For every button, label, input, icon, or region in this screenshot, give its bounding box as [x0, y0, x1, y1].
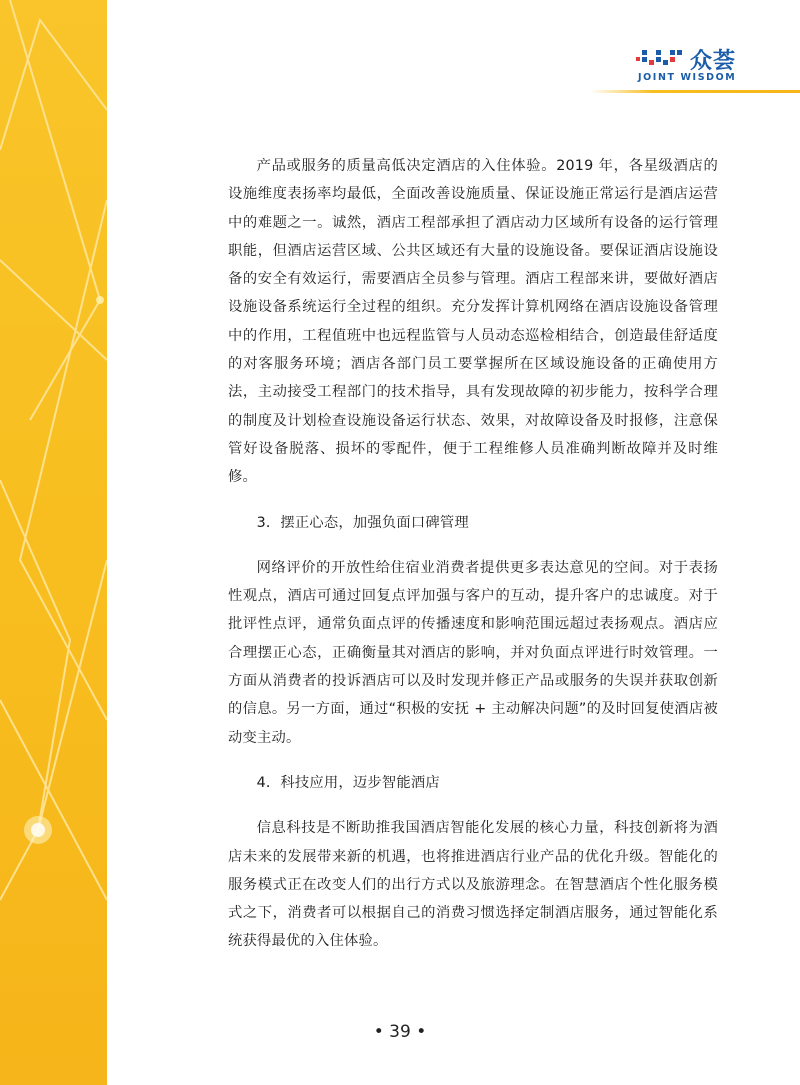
logo-english-name: JOINT WISDOM [638, 72, 737, 83]
decorative-lines [0, 0, 107, 1085]
paragraph-facility-management: 产品或服务的质量高低决定酒店的入住体验。2019 年，各星级酒店的设施维度表扬率均最低，全面改善设施质量、保证设施正常运行是酒店运营中的难题之一。诚然，酒店工程部承担了酒店动力区域所有设备的运行管理职能，但酒店运营区域、公共区域还有大量的设施设备。要保证酒店设施设备的安全有效运行，需要酒店全员参与管理。酒店工程部来讲，要做好酒店设施设备系统运行全过程的组织。充分发挥计算机网络在酒店设施设备管理中的作用，工程值班中也远程监管与人员动态巡检相结合，创造最佳舒适度的对客服务环境；酒店各部门员工要掌握所在区域设施设备的正确使用方法，主动接受工程部门的技术指导，具有发现故障的初步能力，按科学合理的制度及计划检查设施设备运行状态、效果，对故障设备及时报修，注意保管好设备脱落、损坏的零配件，便于工程维修人员准确判断故障并及时维修。 [228, 158, 718, 486]
logo-chinese-name: 众荟 [690, 49, 737, 74]
header-rule [590, 90, 800, 93]
decorative-side-band [0, 0, 107, 1085]
brand-logo [636, 44, 776, 84]
section-heading-4: 4．科技应用，迈步智能酒店 [256, 774, 440, 791]
page-number: • 39 • [373, 1022, 427, 1042]
paragraph-smart-hotel: 信息科技是不断助推我国酒店智能化发展的核心力量，科技创新将为酒店未来的发展带来新的机遇，也将推进酒店行业产品的优化升级。智能化的服务模式正在改变人们的出行方式以及旅游理念。在智慧酒店个性化服务模式之下，消费者可以根据自己的消费习惯选择定制酒店服务，通过智能化系统获得最优的入住体验。 [228, 820, 718, 950]
logo-mark-icon [636, 48, 688, 70]
paragraph-review-management: 网络评价的开放性给住宿业消费者提供更多表达意见的空间。对于表扬性观点，酒店可通过回复点评加强与客户的互动，提升客户的忠诚度。对于批评性点评，通常负面点评的传播速度和影响范围远超过表扬观点。酒店应合理摆正心态，正确衡量其对酒店的影响，并对负面点评进行时效管理。一方面从消费者的投诉酒店可以及时发现并修正产品或服务的失误并获取创新的信息。另一方面，通过“积极的安抚 + 主动解决问题”的及时回复使酒店被动变主动。 [228, 559, 718, 746]
section-heading-3: 3．摆正心态，加强负面口碑管理 [256, 514, 469, 531]
page-content [228, 152, 718, 956]
